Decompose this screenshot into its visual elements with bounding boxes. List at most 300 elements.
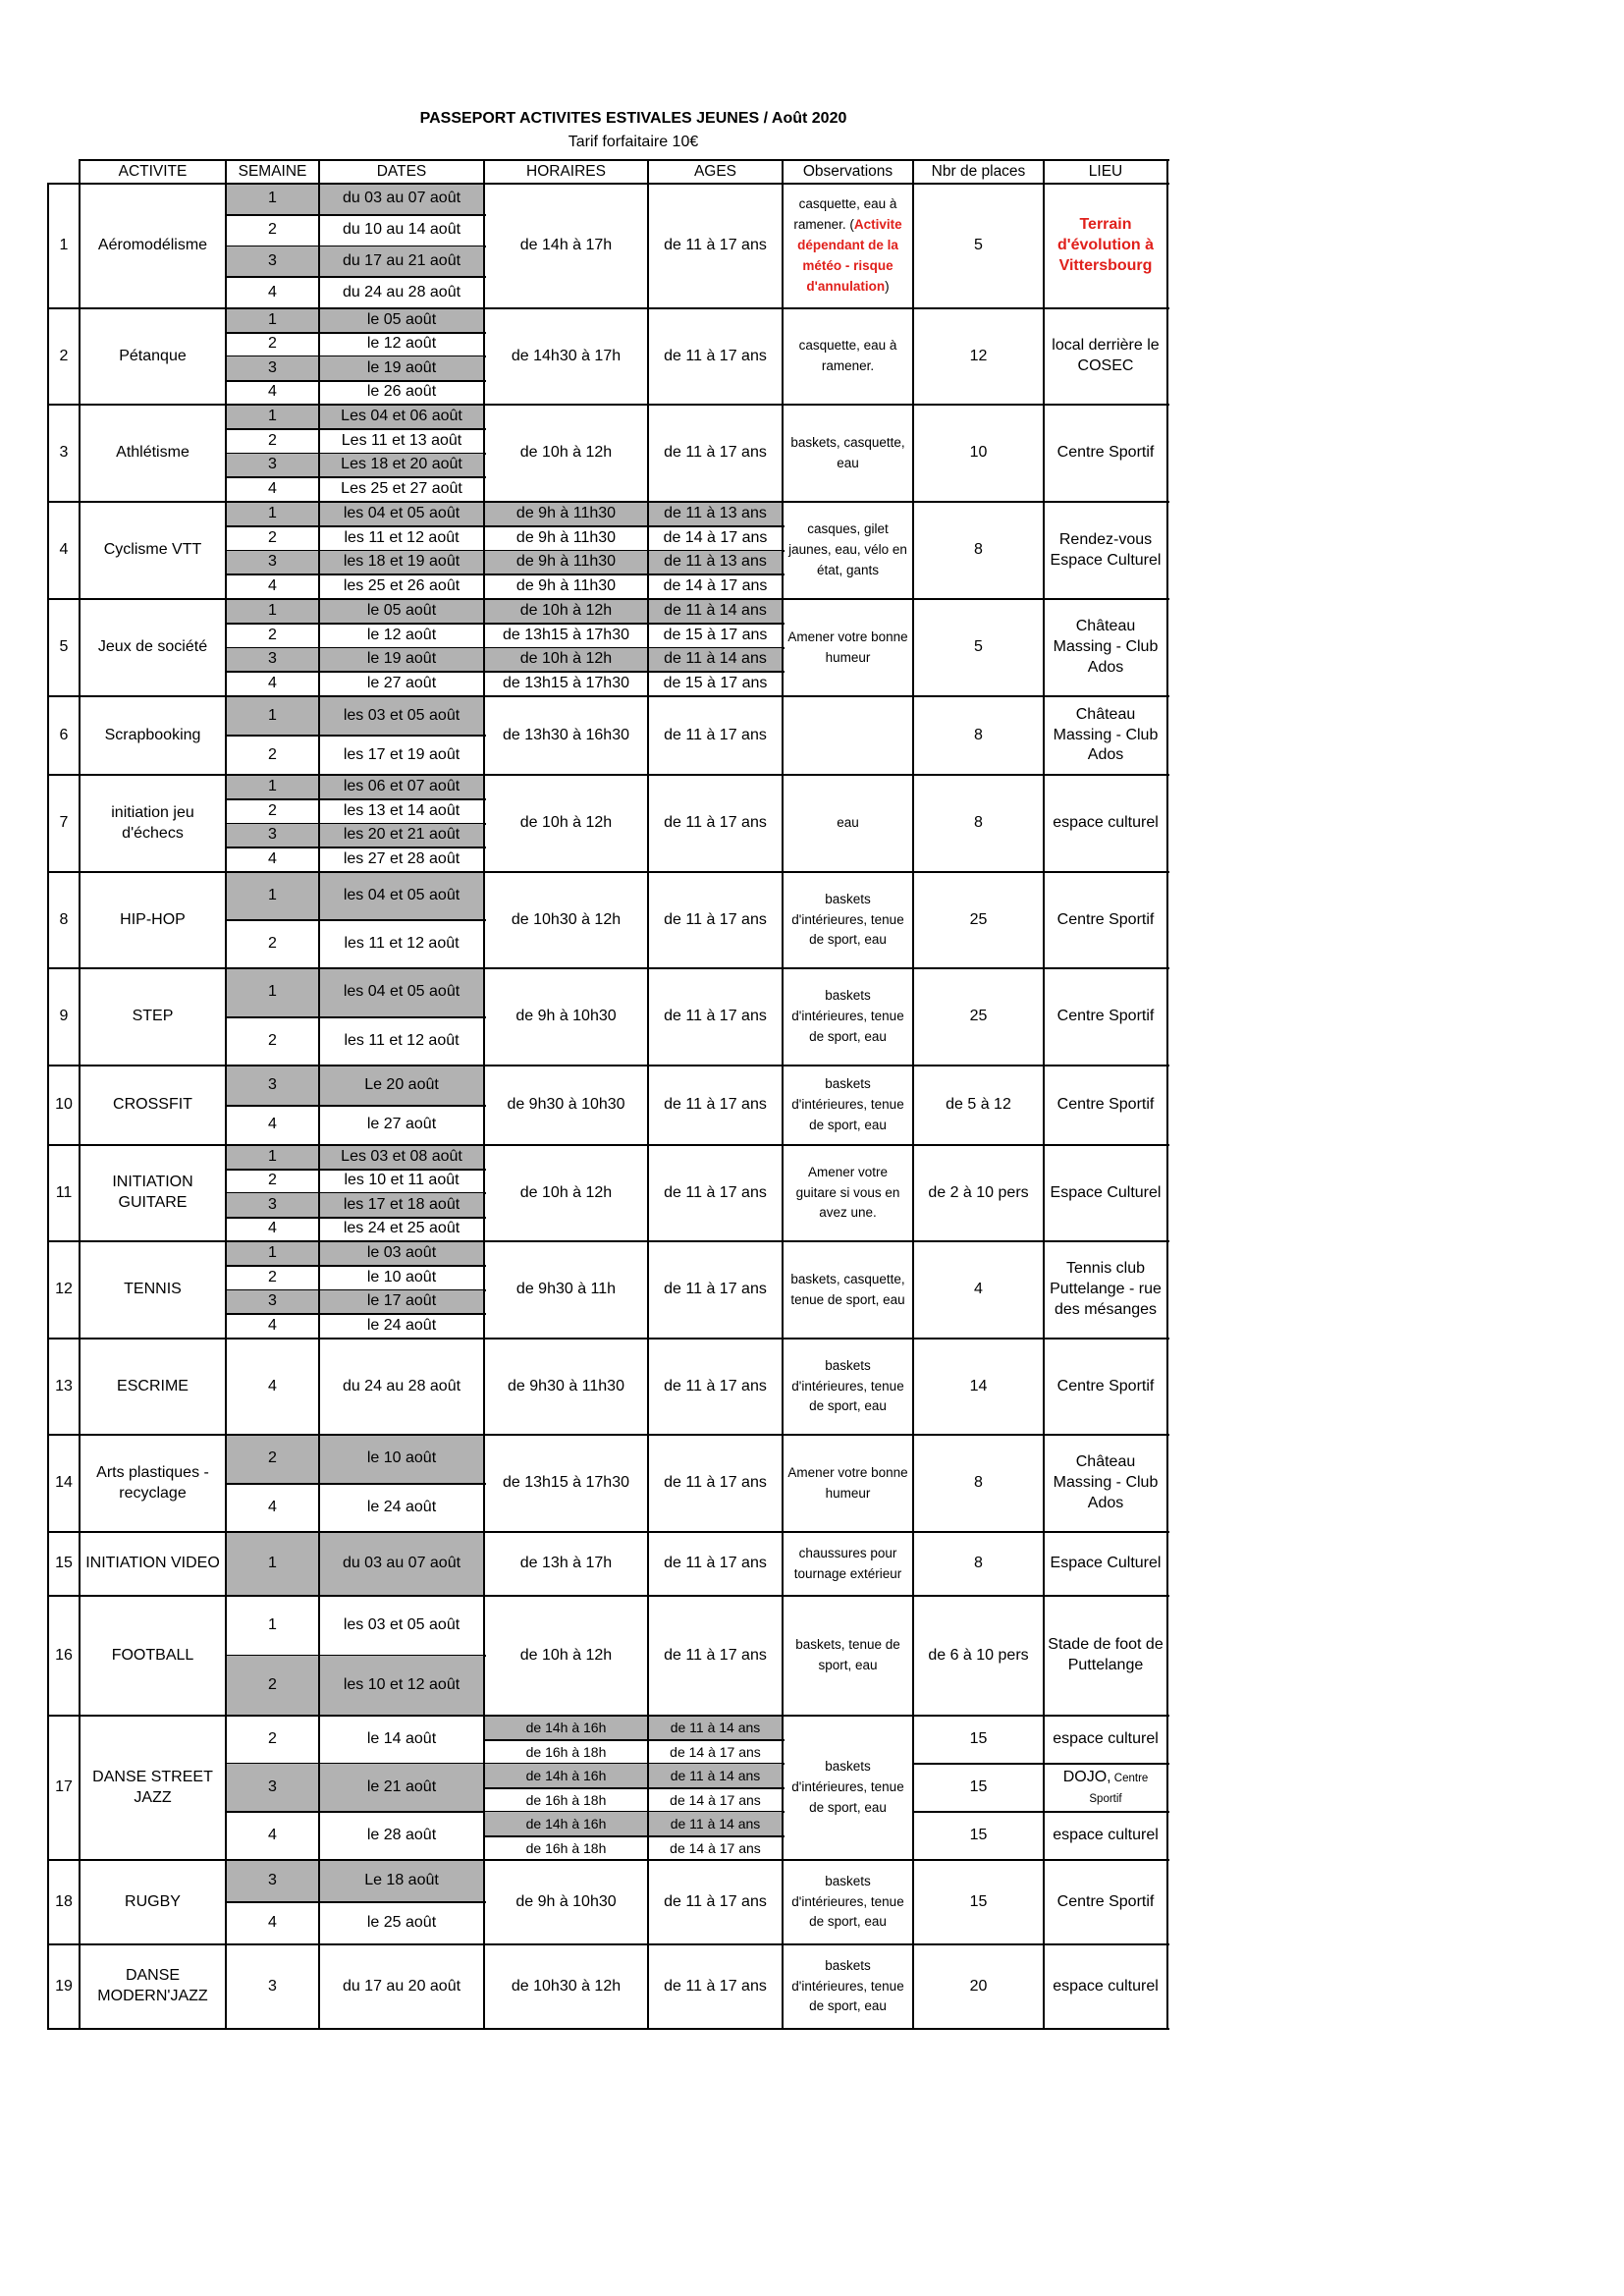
grid-line bbox=[483, 871, 485, 969]
slot-horaires: de 16h à 18h bbox=[525, 1839, 607, 1856]
activity-ages: de 11 à 17 ans bbox=[664, 1008, 767, 1025]
activity-name: initiation jeu d'échecs bbox=[111, 803, 194, 842]
grid-line bbox=[79, 1144, 81, 1242]
activity-observations bbox=[783, 405, 913, 502]
slot-horaires: de 16h à 18h bbox=[525, 1743, 607, 1760]
header-lieu: LIEU bbox=[1088, 162, 1123, 180]
grid-line bbox=[912, 1943, 914, 2030]
session-dates: Les 25 et 27 août bbox=[341, 480, 462, 498]
grid-line bbox=[647, 1811, 649, 1861]
activity-name: DANSE MODERN'JAZZ bbox=[97, 1967, 208, 2004]
grid-line bbox=[782, 1065, 784, 1146]
grid-line bbox=[48, 1144, 1169, 1146]
activity-observations bbox=[783, 308, 913, 405]
session-dates: le 14 août bbox=[366, 1730, 437, 1748]
session-week: 1 bbox=[226, 599, 319, 624]
session-week: 2 bbox=[268, 626, 277, 643]
activity-places: 15 bbox=[969, 1892, 988, 1910]
grid-line bbox=[318, 183, 320, 309]
session-week: 2 bbox=[268, 431, 277, 449]
session-dates: le 24 août bbox=[366, 1317, 437, 1335]
session-week: 4 bbox=[268, 850, 277, 868]
session-dates: le 12 août bbox=[366, 626, 437, 643]
grid-line bbox=[912, 598, 914, 697]
grid-line bbox=[79, 159, 81, 185]
session-lieu-sub: Centre Sportif bbox=[1089, 1772, 1149, 1805]
session-dates: les 13 et 14 août bbox=[343, 801, 460, 819]
grid-line bbox=[225, 1434, 227, 1533]
grid-line bbox=[647, 695, 649, 776]
activity-ages: de 11 à 17 ans bbox=[664, 1646, 767, 1664]
grid-line bbox=[483, 1595, 485, 1717]
activity-horaires: de 10h30 à 12h bbox=[511, 910, 622, 928]
grid-line bbox=[1043, 871, 1045, 969]
grid-line bbox=[647, 1943, 649, 2030]
session-dates: les 10 et 11 août bbox=[344, 1172, 460, 1189]
activity-observations bbox=[783, 775, 913, 872]
grid-line bbox=[912, 967, 914, 1066]
session-week: 3 bbox=[226, 1764, 319, 1812]
grid-line bbox=[483, 1338, 485, 1436]
page-subtitle: Tarif forfaitaire 10€ bbox=[568, 134, 699, 150]
activity-number: 2 bbox=[59, 347, 69, 364]
session-dates: les 11 et 12 août bbox=[344, 935, 460, 953]
activity-observations bbox=[783, 1241, 913, 1339]
grid-line bbox=[48, 1943, 1169, 1945]
grid-line bbox=[318, 1144, 320, 1242]
observations-main: eau bbox=[837, 815, 859, 831]
session-week: 1 bbox=[226, 502, 319, 526]
grid-line bbox=[48, 1338, 1169, 1339]
grid-line bbox=[483, 1943, 485, 2030]
grid-line bbox=[79, 774, 81, 873]
observations-text bbox=[786, 519, 909, 581]
session-week: 3 bbox=[226, 648, 319, 673]
activity-places: 5 bbox=[974, 638, 983, 656]
activity-lieu: Centre Sportif bbox=[1056, 1377, 1155, 1394]
session-lieu-wrap bbox=[1046, 1768, 1165, 1809]
session-ages: de 11 à 13 ans bbox=[648, 502, 783, 526]
grid-line bbox=[912, 183, 914, 309]
activity-lieu: local derrière le COSEC bbox=[1052, 337, 1160, 374]
grid-line bbox=[79, 1595, 81, 1717]
activity-name: DANSE STREET JAZZ bbox=[92, 1768, 213, 1806]
grid-line bbox=[1043, 695, 1045, 776]
session-week: 2 bbox=[226, 1435, 319, 1484]
session-week: 1 bbox=[226, 405, 319, 429]
session-week: 2 bbox=[226, 1656, 319, 1716]
session-dates: le 28 août bbox=[366, 1827, 437, 1844]
activity-number: 14 bbox=[55, 1474, 73, 1492]
activity-places: 14 bbox=[969, 1377, 988, 1394]
grid-line bbox=[79, 1065, 81, 1146]
activity-lieu: Centre Sportif bbox=[1056, 1008, 1155, 1025]
activity-lieu: Centre Sportif bbox=[1056, 444, 1155, 462]
session-week: 2 bbox=[268, 1730, 277, 1748]
grid-line bbox=[912, 1144, 914, 1242]
activity-horaires: de 9h à 10h30 bbox=[515, 1008, 617, 1025]
activity-horaires: de 10h à 12h bbox=[519, 1646, 613, 1664]
session-dates: les 04 et 05 août bbox=[319, 502, 484, 526]
activity-name: CROSSFIT bbox=[113, 1096, 192, 1114]
grid-line bbox=[225, 1595, 227, 1717]
grid-line bbox=[782, 1943, 784, 2030]
grid-line bbox=[782, 871, 784, 969]
activity-places: de 6 à 10 pers bbox=[928, 1646, 1029, 1664]
grid-line bbox=[647, 159, 649, 185]
grid-line bbox=[483, 967, 485, 1066]
grid-line bbox=[782, 159, 784, 185]
session-dates: du 17 au 20 août bbox=[342, 1977, 461, 1995]
activity-ages: de 11 à 17 ans bbox=[664, 910, 767, 928]
grid-line bbox=[782, 1144, 784, 1242]
observations-main: baskets d'intérieures, tenue de sport, eau bbox=[791, 1873, 904, 1930]
activity-number: 15 bbox=[55, 1555, 73, 1572]
activity-name: Jeux de société bbox=[97, 638, 208, 656]
grid-line bbox=[1043, 1943, 1045, 2030]
activity-ages: de 11 à 17 ans bbox=[664, 237, 767, 254]
session-horaires: de 9h à 11h30 bbox=[484, 502, 648, 526]
session-week: 2 bbox=[268, 528, 277, 546]
session-dates: le 10 août bbox=[319, 1435, 484, 1484]
session-ages: de 11 à 14 ans bbox=[648, 648, 783, 673]
observations-text bbox=[786, 433, 909, 474]
session-week: 1 bbox=[226, 968, 319, 1017]
activity-observations bbox=[783, 1944, 913, 2029]
session-week: 1 bbox=[226, 184, 319, 215]
session-ages: de 15 à 17 ans bbox=[663, 675, 768, 692]
observations-text bbox=[786, 628, 909, 669]
activity-places: 8 bbox=[974, 1555, 983, 1572]
session-lieu-text: espace culturel bbox=[1053, 1827, 1159, 1844]
grid-line bbox=[48, 695, 1169, 697]
grid-line bbox=[782, 695, 784, 776]
grid-line bbox=[48, 598, 1169, 600]
session-horaires: de 13h15 à 17h30 bbox=[502, 675, 629, 692]
activity-lieu: Espace Culturel bbox=[1050, 1555, 1162, 1572]
session-week: 1 bbox=[226, 1241, 319, 1266]
header-dates: DATES bbox=[376, 162, 427, 180]
grid-line bbox=[79, 598, 81, 697]
grid-line bbox=[225, 1859, 227, 1945]
grid-line bbox=[1043, 1531, 1045, 1597]
grid-line bbox=[782, 774, 784, 873]
session-week: 3 bbox=[226, 1193, 319, 1218]
observations-main: baskets, tenue de sport, eau bbox=[795, 1637, 900, 1672]
activity-ages: de 11 à 17 ans bbox=[664, 1977, 767, 1995]
grid-line bbox=[1043, 1595, 1045, 1717]
session-ages: de 15 à 17 ans bbox=[663, 626, 768, 643]
grid-line bbox=[48, 501, 1169, 503]
grid-line bbox=[647, 871, 649, 969]
observations-main: baskets, casquette, tenue de sport, eau bbox=[790, 1271, 905, 1307]
grid-line bbox=[79, 183, 81, 309]
activity-places: 5 bbox=[974, 237, 983, 254]
slot-horaires: de 14h à 16h bbox=[484, 1812, 648, 1836]
grid-line bbox=[912, 159, 914, 185]
grid-line bbox=[483, 1434, 485, 1533]
grid-line bbox=[912, 1715, 914, 1861]
grid-line bbox=[318, 1943, 320, 2030]
activity-lieu: Stade de foot de Puttelange bbox=[1048, 1636, 1164, 1673]
grid-line bbox=[225, 695, 227, 776]
grid-line bbox=[48, 1531, 1169, 1533]
grid-line bbox=[1043, 1065, 1045, 1146]
session-week: 3 bbox=[226, 1290, 319, 1315]
grid-line bbox=[647, 967, 649, 1066]
session-ages: de 14 à 17 ans bbox=[663, 577, 768, 595]
activity-ages: de 11 à 17 ans bbox=[664, 1096, 767, 1114]
activity-number: 11 bbox=[55, 1183, 73, 1201]
activity-number: 18 bbox=[55, 1892, 73, 1910]
session-horaires: de 10h à 12h bbox=[484, 599, 648, 624]
session-places: 15 bbox=[969, 1730, 988, 1748]
observations-text bbox=[786, 1163, 909, 1225]
activity-name: Athlétisme bbox=[116, 444, 189, 462]
activity-observations: baskets d'intérieures, tenue de sport, eau bbox=[791, 1759, 904, 1815]
activity-places: 8 bbox=[974, 814, 983, 832]
session-week: 3 bbox=[226, 551, 319, 575]
activity-horaires: de 9h30 à 10h30 bbox=[507, 1096, 625, 1114]
grid-line bbox=[225, 1144, 227, 1242]
grid-line bbox=[318, 871, 320, 969]
header-places: Nbr de places bbox=[931, 162, 1026, 180]
grid-line bbox=[483, 774, 485, 873]
activity-observations bbox=[783, 696, 913, 775]
grid-line bbox=[48, 871, 1169, 873]
activity-lieu: Château Massing - Club Ados bbox=[1053, 705, 1159, 764]
activity-observations bbox=[783, 1596, 913, 1716]
observations-text bbox=[786, 1635, 909, 1676]
grid-line bbox=[318, 501, 320, 600]
session-dates: les 20 et 21 août bbox=[319, 824, 484, 848]
session-week: 4 bbox=[268, 1377, 277, 1394]
session-week: 2 bbox=[268, 801, 277, 819]
session-lieu bbox=[1044, 1716, 1167, 1764]
grid-line bbox=[782, 183, 784, 309]
session-dates: du 10 au 14 août bbox=[342, 221, 461, 239]
observations-text bbox=[786, 890, 909, 952]
session-week: 4 bbox=[268, 675, 277, 692]
grid-line bbox=[48, 404, 1169, 406]
grid-line bbox=[1166, 159, 1168, 2030]
grid-line bbox=[48, 1434, 1169, 1436]
activity-observations bbox=[783, 1860, 913, 1944]
session-dates: le 03 août bbox=[319, 1241, 484, 1266]
session-dates: le 21 août bbox=[319, 1764, 484, 1812]
grid-line bbox=[647, 1065, 649, 1146]
session-week: 2 bbox=[268, 221, 277, 239]
grid-line bbox=[318, 598, 320, 697]
session-dates: le 27 août bbox=[366, 1116, 437, 1133]
session-week: 4 bbox=[268, 283, 277, 301]
grid-line bbox=[782, 404, 784, 503]
grid-line bbox=[225, 967, 227, 1066]
session-lieu-text: espace culturel bbox=[1053, 1730, 1159, 1748]
activity-places: 8 bbox=[974, 1474, 983, 1492]
session-dates: du 03 au 07 août bbox=[319, 1532, 484, 1596]
activity-name: INITIATION GUITARE bbox=[112, 1174, 193, 1211]
session-dates: Le 18 août bbox=[319, 1860, 484, 1902]
session-dates: Les 04 et 06 août bbox=[319, 405, 484, 429]
session-week: 3 bbox=[226, 824, 319, 848]
activity-number: 5 bbox=[59, 638, 69, 656]
grid-line bbox=[782, 1859, 784, 1945]
session-horaires: de 9h à 11h30 bbox=[515, 577, 617, 595]
activity-lieu: espace culturel bbox=[1053, 1977, 1159, 1995]
grid-line bbox=[79, 871, 81, 969]
activity-ages: de 11 à 17 ans bbox=[664, 726, 767, 743]
grid-line bbox=[782, 1531, 784, 1597]
activity-places: 8 bbox=[974, 541, 983, 559]
activity-ages: de 11 à 17 ans bbox=[664, 1555, 767, 1572]
page-title: PASSEPORT ACTIVITES ESTIVALES JEUNES / Août 2020 bbox=[419, 110, 847, 127]
activity-number: 16 bbox=[55, 1646, 73, 1664]
observations-text bbox=[837, 813, 859, 834]
activity-horaires: de 9h à 10h30 bbox=[515, 1892, 617, 1910]
grid-line bbox=[79, 1531, 81, 1597]
session-dates: du 24 au 28 août bbox=[342, 283, 461, 301]
grid-line bbox=[225, 1943, 227, 2030]
activity-number: 1 bbox=[59, 237, 69, 254]
grid-line bbox=[647, 404, 649, 503]
activity-observations bbox=[783, 872, 913, 968]
activity-name: RUGBY bbox=[125, 1892, 181, 1910]
grid-line bbox=[1043, 1859, 1045, 1945]
observations-text bbox=[786, 1356, 909, 1418]
activity-number: 19 bbox=[55, 1977, 73, 1995]
grid-line bbox=[318, 307, 320, 406]
session-dates: le 17 août bbox=[319, 1290, 484, 1315]
grid-line bbox=[225, 598, 227, 697]
grid-line bbox=[318, 159, 320, 185]
grid-line bbox=[647, 1595, 649, 1717]
observations-warning: Activite dépendant de la météo - risque d'annulation bbox=[797, 217, 902, 294]
grid-line bbox=[318, 1434, 320, 1533]
observations-text bbox=[786, 336, 909, 377]
session-week: 3 bbox=[268, 1977, 277, 1995]
observations-main: baskets d'intérieures, tenue de sport, eau bbox=[791, 891, 904, 948]
grid-line bbox=[647, 1240, 649, 1339]
activity-name: ESCRIME bbox=[117, 1377, 189, 1394]
activity-ages: de 11 à 17 ans bbox=[664, 1474, 767, 1492]
grid-line bbox=[1043, 183, 1045, 309]
grid-line bbox=[47, 183, 49, 2030]
grid-line bbox=[318, 1715, 320, 1765]
session-week: 1 bbox=[226, 775, 319, 799]
session-week: 4 bbox=[268, 1317, 277, 1335]
activity-horaires: de 9h30 à 11h bbox=[515, 1281, 617, 1298]
grid-line bbox=[225, 871, 227, 969]
grid-line bbox=[79, 501, 81, 600]
activity-lieu: Espace Culturel bbox=[1050, 1183, 1162, 1201]
session-week: 3 bbox=[226, 1066, 319, 1106]
activity-horaires: de 13h15 à 17h30 bbox=[502, 1474, 629, 1492]
observations-text bbox=[786, 1544, 909, 1585]
grid-line bbox=[318, 1595, 320, 1717]
activity-horaires: de 14h à 17h bbox=[519, 237, 613, 254]
activity-places: 20 bbox=[969, 1977, 988, 1995]
activity-observations bbox=[783, 1066, 913, 1145]
activity-horaires: de 10h à 12h bbox=[519, 444, 613, 462]
activity-lieu: Centre Sportif bbox=[1056, 1096, 1155, 1114]
activity-number: 8 bbox=[59, 910, 69, 928]
activity-number: 9 bbox=[59, 1008, 69, 1025]
grid-line bbox=[912, 1434, 914, 1533]
activity-ages: de 11 à 17 ans bbox=[664, 347, 767, 364]
session-dates: Le 20 août bbox=[319, 1066, 484, 1106]
observations-main: Amener votre bonne humeur bbox=[787, 1464, 908, 1501]
session-week: 3 bbox=[226, 246, 319, 278]
grid-line bbox=[318, 1240, 320, 1339]
session-dates: Les 11 et 13 août bbox=[341, 431, 462, 449]
activity-places: 12 bbox=[969, 347, 988, 364]
activity-name: FOOTBALL bbox=[111, 1646, 194, 1664]
session-dates: le 24 août bbox=[366, 1498, 437, 1515]
grid-line bbox=[647, 307, 649, 406]
grid-line bbox=[1043, 967, 1045, 1066]
activity-places: 10 bbox=[969, 444, 988, 462]
activity-lieu: Tennis club Puttelange - rue des mésanges bbox=[1050, 1260, 1162, 1318]
session-dates: les 04 et 05 août bbox=[319, 872, 484, 920]
slot-ages: de 11 à 14 ans bbox=[648, 1812, 783, 1836]
observations-main: Amener votre guitare si vous en avez une. bbox=[795, 1164, 900, 1221]
activity-observations bbox=[783, 1435, 913, 1532]
grid-line bbox=[782, 307, 784, 406]
activity-observations bbox=[783, 599, 913, 696]
session-dates: les 11 et 12 août bbox=[344, 528, 460, 546]
activity-number: 10 bbox=[55, 1096, 73, 1114]
activity-horaires: de 10h30 à 12h bbox=[511, 1977, 622, 1995]
grid-line bbox=[48, 2028, 1169, 2030]
grid-line bbox=[225, 404, 227, 503]
grid-line bbox=[483, 695, 485, 776]
grid-line bbox=[912, 774, 914, 873]
grid-line bbox=[48, 967, 1169, 969]
grid-line bbox=[483, 307, 485, 406]
grid-line bbox=[225, 1338, 227, 1436]
grid-line bbox=[48, 1240, 1169, 1242]
session-ages: de 11 à 13 ans bbox=[648, 551, 783, 575]
grid-line bbox=[782, 598, 784, 697]
slot-ages: de 14 à 17 ans bbox=[670, 1743, 761, 1760]
grid-line bbox=[647, 598, 649, 697]
activity-name: INITIATION VIDEO bbox=[85, 1555, 220, 1572]
observations-main: baskets, casquette, eau bbox=[790, 434, 905, 470]
activity-places: 25 bbox=[969, 910, 988, 928]
grid-line bbox=[912, 404, 914, 503]
session-week: 4 bbox=[268, 1827, 277, 1844]
activity-ages: de 11 à 17 ans bbox=[664, 1281, 767, 1298]
grid-line bbox=[647, 1434, 649, 1533]
grid-line bbox=[1043, 1338, 1045, 1436]
grid-line bbox=[483, 1065, 485, 1146]
session-week: 1 bbox=[268, 1616, 277, 1634]
grid-line bbox=[912, 1859, 914, 1945]
activity-lieu: Centre Sportif bbox=[1056, 1892, 1155, 1910]
session-week: 2 bbox=[268, 1268, 277, 1285]
grid-line bbox=[48, 183, 1169, 185]
grid-line bbox=[225, 501, 227, 600]
observations-text bbox=[786, 986, 909, 1048]
activity-horaires: de 10h à 12h bbox=[519, 814, 613, 832]
grid-line bbox=[318, 1763, 320, 1813]
grid-line bbox=[48, 1595, 1169, 1597]
activity-lieu: Château Massing - Club Ados bbox=[1053, 1453, 1159, 1511]
grid-line bbox=[483, 183, 485, 309]
grid-line bbox=[318, 774, 320, 873]
grid-line bbox=[1043, 501, 1045, 600]
